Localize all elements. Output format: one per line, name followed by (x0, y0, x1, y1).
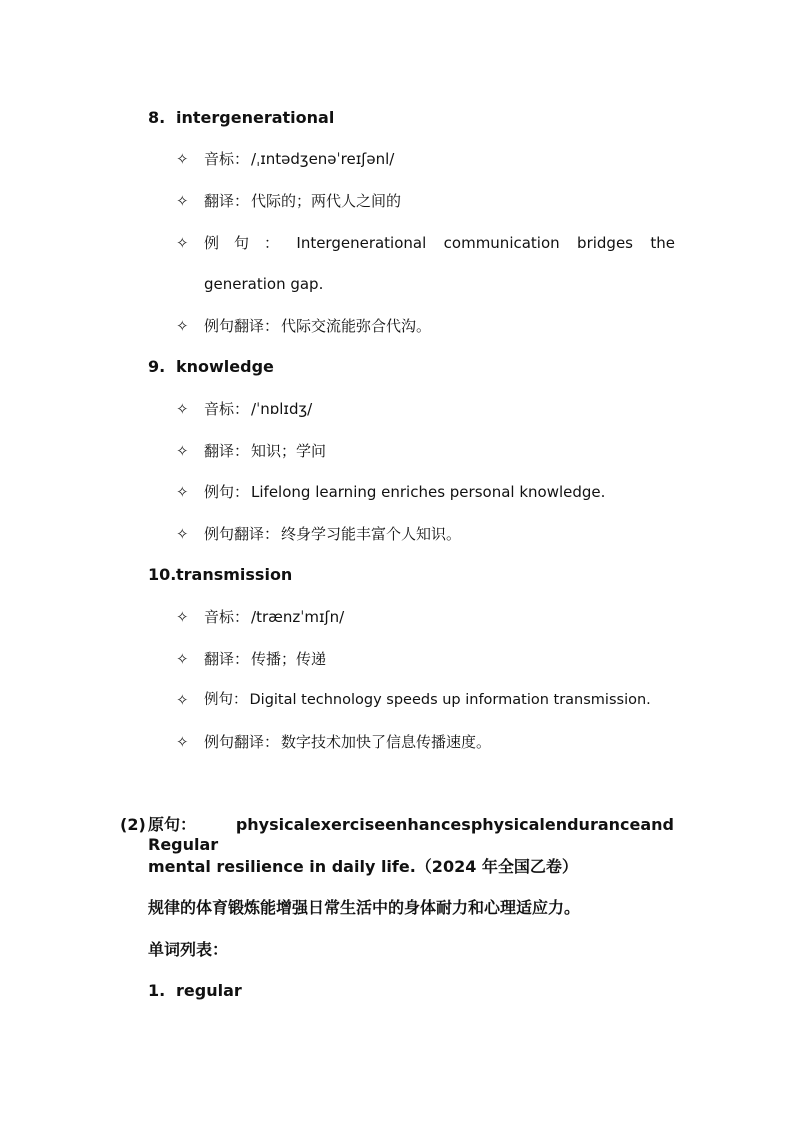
word-list-label: 单词列表： (148, 940, 229, 959)
example-translation-value: 代际交流能弥合代沟。 (281, 317, 432, 335)
original-sentence-line-2: mental resilience in daily life.（2024 年全国乙卷） (148, 857, 578, 876)
phonetic-line (204, 399, 312, 419)
translation-label: 翻译： (204, 442, 250, 460)
example-translation-label: 例句翻译： (204, 317, 280, 335)
example-label: 例句： (204, 692, 248, 708)
phonetic-line (204, 149, 394, 169)
bullet-diamond-icon: ✧ (176, 400, 189, 418)
bullet-diamond-icon: ✧ (176, 192, 189, 210)
translation-value: 传播；传递 (251, 650, 327, 668)
bullet-diamond-icon: ✧ (176, 483, 189, 501)
bullet-diamond-icon: ✧ (176, 234, 189, 252)
example-label: 例 句 ： (204, 234, 280, 252)
example-continuation: generation gap. (204, 275, 324, 293)
bullet-diamond-icon: ✧ (176, 608, 189, 626)
sentence-word: physical (470, 815, 545, 834)
sentence-word: enhances (385, 815, 471, 834)
bullet-diamond-icon: ✧ (176, 691, 189, 709)
translation-line (204, 191, 401, 211)
translation-value: 知识；学问 (251, 442, 327, 460)
phonetic-value: /ˌɪntədʒenəˈreɪʃənl/ (251, 150, 395, 168)
example-line (204, 482, 605, 502)
example-line (204, 233, 675, 253)
phonetic-value: /ˈnɒlɪdʒ/ (251, 400, 313, 418)
example-translation-label: 例句翻译： (204, 733, 280, 751)
entry-number: 10. (148, 565, 177, 584)
bullet-diamond-icon: ✧ (176, 650, 189, 668)
sentence-word: exercise (309, 815, 386, 834)
bullet-diamond-icon: ✧ (176, 150, 189, 168)
sentence-word: endurance (544, 815, 641, 834)
example-word: bridges (577, 234, 633, 252)
phonetic-label: 音标： (204, 608, 250, 626)
entry-word: transmission (176, 565, 293, 584)
entry-number: 9. (148, 357, 166, 376)
sentence-word: physical (235, 815, 310, 834)
example-translation-line (204, 732, 491, 752)
phonetic-label: 音标： (204, 150, 250, 168)
bullet-diamond-icon: ✧ (176, 733, 189, 751)
example-translation-line (204, 524, 461, 544)
translation-label: 翻译： (204, 192, 250, 210)
entry-word: intergenerational (176, 108, 335, 127)
phonetic-value: /trænzˈmɪʃn/ (251, 608, 345, 626)
entry-word: knowledge (176, 357, 274, 376)
example-word: communication (443, 234, 560, 252)
entry-number: 1. (148, 981, 166, 1000)
example-label: 例句： (204, 483, 250, 501)
phonetic-line (204, 607, 344, 627)
entry-word: regular (176, 981, 242, 1000)
example-translation-value: 数字技术加快了信息传播速度。 (281, 733, 492, 751)
sentence-translation: 规律的体育锻炼能增强日常生活中的身体耐力和心理适应力。 (148, 898, 581, 917)
translation-line (204, 441, 326, 461)
translation-label: 翻译： (204, 650, 250, 668)
example-line (204, 690, 651, 710)
example-value: Digital technology speeds up information transmission. (249, 692, 651, 708)
phonetic-label: 音标： (204, 400, 250, 418)
example-translation-value: 终身学习能丰富个人知识。 (281, 525, 462, 543)
example-word: the (650, 234, 675, 252)
original-sentence-line-1 (148, 815, 674, 855)
example-translation-line (204, 316, 431, 336)
entry-number: 8. (148, 108, 166, 127)
section-marker: (2) (120, 815, 146, 834)
bullet-diamond-icon: ✧ (176, 442, 189, 460)
sentence-word: 原句：Regular (148, 815, 219, 854)
example-word: Intergenerational (296, 234, 427, 252)
sentence-word: and (640, 815, 674, 834)
translation-value: 代际的；两代人之间的 (251, 192, 402, 210)
bullet-diamond-icon: ✧ (176, 317, 189, 335)
translation-line (204, 649, 326, 669)
example-value: Lifelong learning enriches personal knowledge. (251, 483, 606, 501)
example-translation-label: 例句翻译： (204, 525, 280, 543)
bullet-diamond-icon: ✧ (176, 525, 189, 543)
